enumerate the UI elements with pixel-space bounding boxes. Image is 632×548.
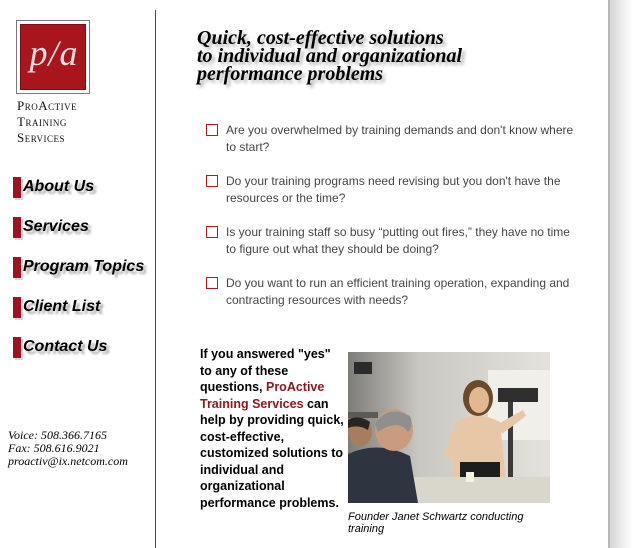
question-checkbox[interactable] [206,175,218,187]
question-item [206,173,576,207]
nav-bullet [13,177,21,198]
question-text: Do you want to run an efficient training operation, expanding and contracting resources with needs? [226,276,570,307]
answer-text-before: If you answered "yes" to any of these questions, [200,347,331,394]
headline-line: to individual and organizational [197,45,463,67]
question-text: Are you overwhelmed by training demands and don't know where to start? [226,123,574,154]
question-item [206,122,576,156]
nav-about-us[interactable] [13,176,94,198]
question-text: Do your training programs need revising but you don't have the resources or the time? [226,174,561,205]
nav-label[interactable]: Services [23,218,89,235]
nav-bullet [13,217,21,238]
training-photo [348,352,550,503]
question-text: Is your training staff so busy “putting out fires,” they have no time to figure out what they should be doing? [226,225,570,256]
answer-text-after: can help by providing quick, cost-effective, customized solutions to individual and organizational performance problems. [200,396,344,510]
headline-line: performance problems [197,63,384,85]
nav-label[interactable]: Contact Us [23,338,108,355]
logo-mark: p/a [29,33,79,73]
nav-label[interactable]: Client List [23,298,101,315]
vertical-divider [155,10,156,548]
training-photo-illustration [348,352,550,503]
nav-contact-us[interactable] [13,336,107,358]
company-name-line: Training [17,114,67,129]
nav-bullet [13,257,21,278]
nav-services[interactable] [13,216,89,238]
photo-caption: Founder Janet Schwartz conducting training [348,511,524,535]
brand-name: ProActive Training Services [200,380,325,411]
company-name-line: ProActive [17,98,78,113]
question-checkbox[interactable] [206,124,218,136]
question-item [206,224,576,258]
nav-bullet [13,297,21,318]
page-edge-shadow [610,0,632,548]
email-address[interactable]: proactiv@ix.netcom.com [8,454,128,468]
voice-number: Voice: 508.366.7165 [8,428,107,442]
nav-bullet [13,337,21,358]
logo-mark-background [20,24,86,90]
fax-number: Fax: 508.616.9021 [8,441,100,455]
contact-info [8,429,154,468]
question-checkbox[interactable] [206,226,218,238]
nav-program-topics[interactable] [13,256,144,278]
nav-client-list[interactable] [13,296,100,318]
question-item [206,275,576,309]
question-checkbox[interactable] [206,277,218,289]
company-name-line: Services [17,130,66,145]
company-name [17,98,137,146]
nav-label[interactable]: About Us [23,178,95,195]
page-headline [197,29,597,83]
nav-label[interactable]: Program Topics [23,258,145,275]
headline-line: Quick, cost-effective solutions [197,27,444,49]
logo[interactable] [16,20,90,94]
answer-paragraph [200,346,345,511]
